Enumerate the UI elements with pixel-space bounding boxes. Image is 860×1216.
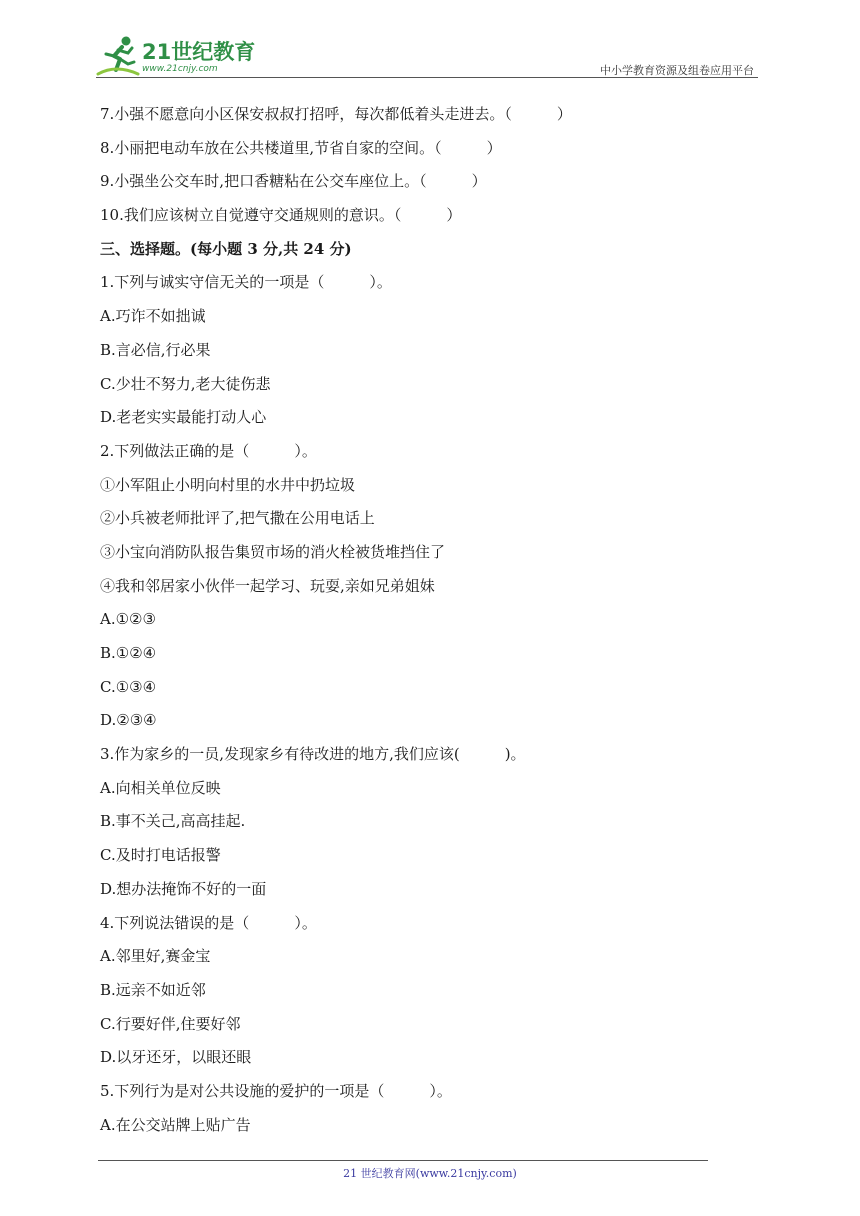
header-slogan: 中小学教育资源及组卷应用平台 — [600, 64, 754, 77]
option-line: ④我和邻居家小伙伴一起学习、玩耍,亲如兄弟姐妹 — [100, 576, 435, 595]
option-line: ③小宝向消防队报告集贸市场的消火栓被货堆挡住了 — [100, 542, 446, 561]
footer-divider — [98, 1160, 708, 1161]
section-heading: 三、选择题。(每小题 3 分,共 24 分) — [100, 239, 352, 258]
option-line: A.邻里好,赛金宝 — [100, 947, 211, 966]
option-line: C.行要好伴,住要好邻 — [100, 1014, 241, 1033]
option-line: B.事不关己,高高挂起. — [100, 812, 246, 831]
option-line: ②小兵被老师批评了,把气撒在公用电话上 — [100, 509, 375, 528]
question-line: 3.作为家乡的一员,发现家乡有待改进的地方,我们应该( )。 — [100, 745, 526, 764]
option-line: D.②③④ — [100, 711, 157, 730]
question-line: 4.下列说法错误的是（ ）。 — [100, 913, 317, 932]
question-line: 7.小强不愿意向小区保安叔叔打招呼，每次都低着头走进去。（ ） — [100, 105, 572, 123]
option-line: D.想办法掩饰不好的一面 — [100, 879, 267, 898]
option-line: ①小军阻止小明向村里的水井中扔垃圾 — [100, 475, 356, 494]
option-line: D.老老实实最能打动人心 — [100, 408, 267, 427]
option-line: C.少壮不努力,老大徒伤悲 — [100, 374, 271, 393]
runner-icon — [96, 34, 140, 78]
option-line: A.①②③ — [100, 610, 156, 629]
question-line: 1.下列与诚实守信无关的一项是（ ）。 — [100, 273, 392, 292]
site-logo[interactable] — [96, 34, 266, 78]
option-line: B.远亲不如近邻 — [100, 980, 206, 999]
question-line: 8.小丽把电动车放在公共楼道里,节省自家的空间。（ ） — [100, 138, 502, 157]
footer-text: 21 世纪教育网(www.21cnjy.com) — [343, 1167, 517, 1180]
logo-name: 21世纪教育 — [142, 40, 256, 64]
option-line: C.及时打电话报警 — [100, 846, 221, 865]
option-line: B.①②④ — [100, 644, 157, 662]
option-line: B.言必信,行必果 — [100, 340, 211, 359]
question-line: 2.下列做法正确的是（ ）。 — [100, 441, 317, 460]
option-line: A.在公交站牌上贴广告 — [100, 1115, 251, 1134]
question-line: 10.我们应该树立自觉遵守交通规则的意识。（ ） — [100, 206, 462, 225]
option-line: C.①③④ — [100, 677, 157, 696]
option-line: A.巧诈不如拙诚 — [100, 307, 206, 326]
document-body — [100, 101, 740, 1145]
question-line: 9.小强坐公交车时,把口香糖粘在公交车座位上。（ ） — [100, 172, 487, 191]
option-line: A.向相关单位反映 — [100, 778, 221, 797]
logo-url: www.21cnjy.com — [142, 64, 218, 74]
question-line: 5.下列行为是对公共设施的爱护的一项是（ ）。 — [100, 1081, 452, 1100]
page-header — [96, 30, 758, 80]
option-line: D.以牙还牙，以眼还眼 — [100, 1048, 252, 1067]
header-divider — [96, 77, 758, 78]
